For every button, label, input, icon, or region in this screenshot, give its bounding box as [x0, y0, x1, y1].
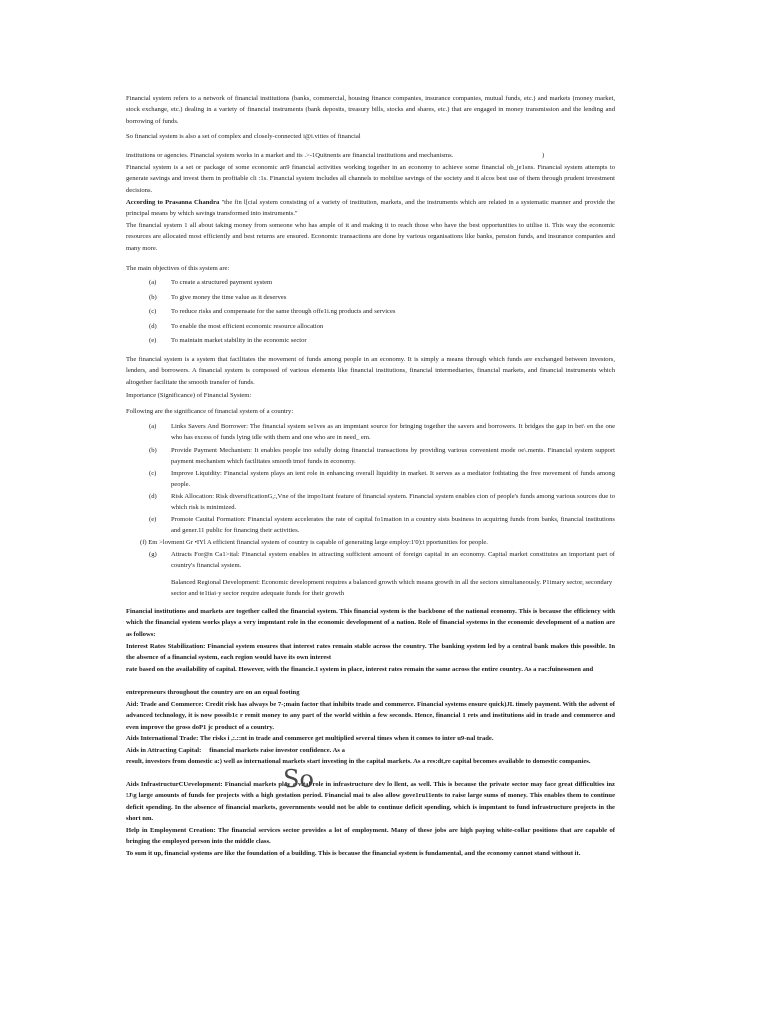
significance-item — [149, 421, 615, 444]
objective-item — [149, 292, 286, 303]
significance-marker: (b) — [149, 447, 157, 454]
objective-text: To maintain market stability in the economic sector — [171, 337, 307, 344]
quote-text: "the fin l[cial system consisting of a variety of institution, markets, and the instruments which are related in a systematic manner and provide the principal means by which savings transformed into instruments." — [126, 199, 615, 218]
intro-paragraph-6: The financial system 1 all about taking money from someone who has ample of it and making it to reach those who have the best opportunities to utilise it. This way the economic resources are allocated most efficiently and best returns are ensured. Economic transactions are done by various organisations like banks, pension funds, and insurance companies and many more. — [126, 222, 615, 252]
objective-marker: (e) — [149, 337, 157, 344]
significance-lead: Following are the significance of financial system of a country: — [126, 408, 294, 415]
objective-item — [149, 306, 395, 317]
bold-paragraph-2: Interest Rates Stabilization: Financial system ensures that interest rates remain stable across the country. The banking system led by a central bank makes this possible. In the absence of a financial system, each region would have its own interest — [126, 643, 615, 662]
objective-item — [149, 335, 307, 346]
bold-paragraph-1: Financial institutions and markets are together called the financial system. This financial system is the backbone of the national economy. This is because the efficiency with which the financial system works plays a very impmtant role in the economic development of a nation. Role of financial systems in the economic development of a nation are as follows: — [126, 608, 615, 638]
significance-item — [149, 491, 615, 514]
objective-marker: (c) — [149, 308, 157, 315]
bold-paragraph-7 — [126, 745, 345, 756]
significance-text: Provide Payment Mechanism: It enables people ino ssfully doing financial transactions by providing various convenient mode oe\.ments. Financial system support payment mechanism which facilitates smooth tmof funds in economy. — [171, 447, 615, 466]
significance-item-f: (f) Em >lovment Gr •IYl A efficient financial system of country is capable of generating large employ:1'0):t pportunities for people. — [140, 539, 488, 546]
significance-text: Improve Liquidity: Financial system plays an ient role in enhancing overall liquidity in market. It serves as a mediator fothtating the free movement of funds among people. — [171, 470, 615, 489]
significance-item — [149, 514, 615, 537]
bold-paragraph-6: Aids International Trade: The risks i ,:.::nt in trade and commerce get multiplied several times when it comes to inter u9-nal trade. — [126, 735, 494, 742]
objective-text: To enable the most efficient economic resource allocation — [171, 323, 324, 330]
bold-paragraph-10: Help in Employment Creation: The financial services sector provides a lot of employment. Many of these jobs are high paying white-collar positions that are capable of bringing the employed person into the middle class. — [126, 827, 615, 846]
intro-paragraph-4: Financial system is a set or package of some economic an9 financial activities working together in an economy to achieve some financial ob_je1sns. Financial system attempts to generate savings and invest them in profitable cli :1s. Financial system includes all channels to mobilise savings of the society and it alcos best use of them through prudent investment decisions. — [126, 164, 615, 194]
significance-text: Promote Cauital Formation: Financial system accelerates the rate of capital fo1mation in a country sists business in acquiring funds from banks, financial institutions and gener.11 public for financing their activities. — [171, 516, 615, 535]
watermark-mark: So — [283, 765, 314, 793]
objective-marker: (d) — [149, 323, 157, 330]
bold-paragraph-8: result, investors from domestic a:) well as international markets start investing in the capital markets. As a res:dt,re capital becomes available to domestic companies. — [126, 758, 591, 765]
significance-marker: (g) — [149, 551, 157, 558]
objective-text: To reduce risks and compensate for the same through offe1i.ng products and services — [171, 308, 396, 315]
objective-text: To create a structured payment system — [171, 279, 273, 286]
quote-author: According to Prasanna Chandra — [126, 199, 220, 206]
objective-marker: (b) — [149, 294, 157, 301]
significance-marker: (c) — [149, 470, 157, 477]
objective-item — [149, 277, 272, 288]
bold-paragraph-9: Aids InfrastructurCUevelopment: Financial markets play a vital role in infrastructure dev lo llent, as well. This is because the private sector may face great difficulties inz !J\g large amounts of funds for projects with a high gestation period. Financial mai ts also allow gove1ru11ents to raise large sums of money. This enables them to continue deficit spending. In the absence of financial markets, governments would not be able to continue deficit spending, which is impmtant to fund infrastructure projects in the short nm. — [126, 781, 615, 822]
balanced-development: Balanced Regional Development: Economic development requires a balanced growth which means growth in all the sectors simultaneously. P1imary sector, secondary sector and te1tiai·y sector require adequate funds for their growth — [171, 579, 613, 598]
intro-paragraph-2: So financial system is also a set of complex and closely-connected i@i.vities of financial — [126, 133, 361, 140]
significance-text: Risk Allocation: Risk diversificationG,:,Vne of the impo1tant feature of financial system. Financial system enables cion of people's funds among various sources due to which risk is minimized. — [171, 493, 615, 512]
significance-marker: (d) — [149, 493, 157, 500]
intro-paragraph-1: Financial system refers to a network of financial institutions (banks, commercial, housing finance companies, insurance companies, mutual funds, etc.) and markets (money market, stock exchange, etc.) dealing in a variety of financial instruments (bank deposits, treasury bills, stocks and shares, etc.) that are engaged in money transmission and the lending and borrowing of funds. — [126, 95, 615, 125]
chandra-quote — [126, 197, 615, 220]
bold-paragraph-5: Aid: Trade and Commerce: Credit risk has always be 7-;main factor that inhibits trade and commerce. Financial systems ensure quick)JL timely payment. With the advent of advanced technology, it is now possib1c r remit money to any part of the world within a few seconds. Hence, financial 1 rets and institutions aid in trade and commerce and even improve the gross doP1 jc product of a country. — [126, 701, 615, 731]
bold-paragraph-4: entrepreneurs throughout the country are on an equal footing — [126, 689, 300, 696]
objectives-heading: The main objectives of this system are: — [126, 265, 230, 272]
significance-text: Attracts For@n Ca1>ital: Financial system enables in attracting sufficient amount of foreign capital in an economy. Capital market constitutes an important part of country's financial system. — [171, 551, 615, 570]
intro-paragraph-3: institutions or agencies. Financial system works in a market and its .>-1Quitnents are financial institutions and mechanisms. — [126, 152, 454, 159]
system-paragraph: The financial system is a system that facilitates the movement of funds among people in an economy. It is simply a means through which funds are exchanged between investors, lenders, and borrowers. A financial system is composed of various elements like financial institutions, financial intermediaries, financial markets, and financial instruments which altogether facilitate the smooth transfer of funds. — [126, 356, 615, 386]
capital-heading: Aids in Attracting Capital: — [126, 747, 202, 754]
stray-bracket: ) — [542, 152, 545, 159]
significance-text: Links Savers And Borrower: The financial system se1ves as an impmtant source for bringing together the savers and borrowers. It bridges the gap in bet\ en the one who has excess of funds lying idle with them and one who are in need_ em. — [171, 423, 615, 442]
objective-item — [149, 321, 323, 332]
objective-text: To give money the time value as it deserves — [171, 294, 287, 301]
bold-paragraph-11: To sum it up, financial systems are like the foundation of a building. This is because the financial system is fundamental, and the economy cannot stand without it. — [126, 850, 581, 857]
objective-marker: (a) — [149, 279, 157, 286]
capital-text: financial markets raise investor confidence. As a — [209, 747, 345, 754]
significance-item — [149, 468, 615, 491]
bold-paragraph-3: rate based on the availability of capital. However, with the financie.1 system in place, interest rates remain the same across the entire country. As a rac:fuinessmen and — [126, 666, 594, 673]
significance-marker: (e) — [149, 516, 157, 523]
significance-marker: (a) — [149, 423, 157, 430]
importance-heading: Importance (Significance) of Financial System: — [126, 392, 252, 399]
significance-item — [149, 445, 615, 468]
significance-item — [149, 549, 615, 572]
